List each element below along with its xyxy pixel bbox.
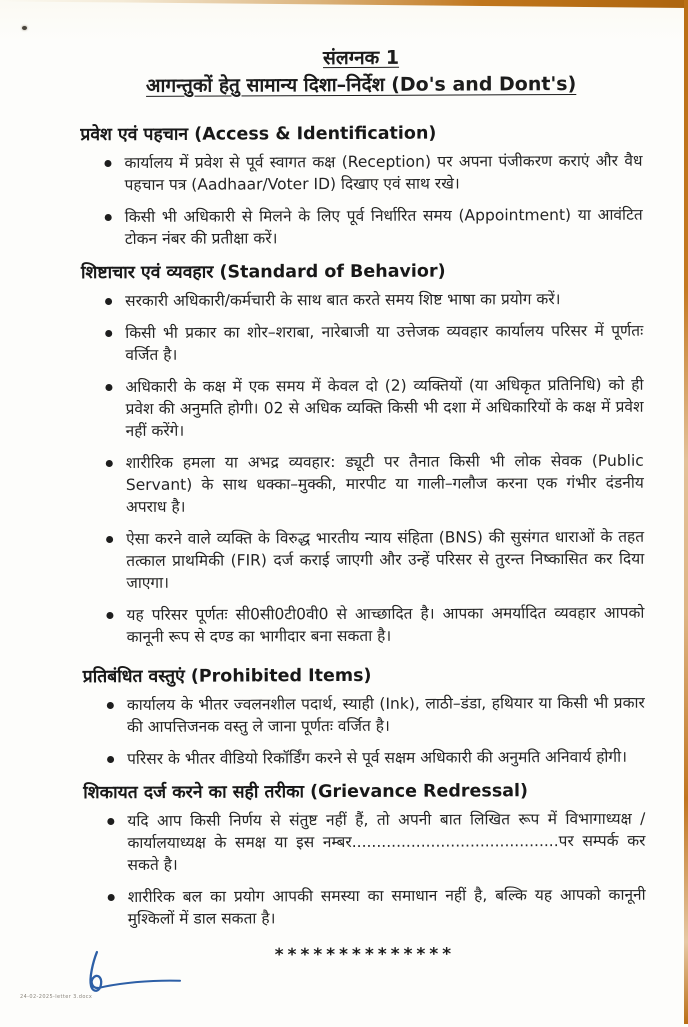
bullet-item: परिसर के भीतर वीडियो रिकॉर्डिंग करने से पूर्व सक्षम अधिकारी की अनुमति अनिवार्य होगी। (107, 746, 645, 770)
bullet-item: कार्यालय में प्रवेश से पूर्व स्वागत कक्ष (Reception) पर अपना पंजीकरण कराएं और वैध पहचान पत्र (Aadhaar/Voter ID) दिखाए एवं साथ रखे। (104, 150, 642, 196)
section-heading: प्रवेश एवं पहचान (Access & Identification) (80, 123, 437, 146)
bullet-list (80, 150, 642, 250)
title-block (80, 43, 642, 100)
bullet-item: किसी भी अधिकारी से मिलने के लिए पूर्व निर्धारित समय (Appointment) या आवंटित टोकन नंबर की प्रतीक्षा करें। (105, 204, 643, 250)
section-access-identification (80, 120, 643, 250)
bullet-item: सरकारी अधिकारी/कर्मचारी के साथ बात करते समय शिष्ट भाषा का प्रयोग करें। (105, 288, 643, 312)
section-heading: शिष्टाचार एवं व्यवहार (Standard of Behavior) (80, 261, 446, 284)
bullet-item: यह परिसर पूर्णतः सी0सी0टी0वी0 से आच्छादित है। आपका अमर्यादित व्यवहार आपको कानूनी रूप से दण्ड का भागीदार बना सकता है। (106, 602, 644, 648)
bullet-list (81, 288, 645, 648)
bullet-item: अधिकारी के कक्ष में एक समय में केवल दो (2) व्यक्तियों (या अधिकृत प्रतिनिधि) को ही प्रवेश की अनुमति होगी। 02 से अधिक व्यक्ति किसी भी दशा में अधिकारियों के कक्ष में प्रवेश नहीं करेंगे। (105, 374, 643, 442)
bullet-item: कार्यालय के भीतर ज्वलनशील पदार्थ, स्याही (Ink), लाठी–डंडा, हथियार या किसी भी प्रकार की आपत्तिजनक वस्तु ले जाना पूर्णतः वर्जित है। (107, 692, 645, 738)
asterisk-separator: ************** (274, 944, 456, 966)
handwritten-signature (80, 948, 210, 1015)
bullet-item: शारीरिक बल का प्रयोग आपकी समस्या का समाधान नहीं है, बल्कि यह आपको कानूनी मुश्किलों में डाल सकता है। (108, 884, 646, 930)
section-prohibited-items (83, 662, 645, 770)
bullet-list (83, 808, 646, 930)
signature-ink-icon (80, 948, 210, 1011)
file-footer-note: 24-02-2025-letter 3.docx (20, 994, 93, 1000)
bullet-item: किसी भी प्रकार का शोर–शराबा, नारेबाजी या उत्तेजक व्यवहार कार्यालय परिसर में पूर्णतः वर्जित है। (105, 320, 643, 366)
bullet-list (83, 692, 645, 770)
bullet-item: यदि आप किसी निर्णय से संतुष्ट नहीं हैं, तो अपनी बात लिखित रूप में विभागाध्यक्ष / कार्यालयाध्यक्ष के समक्ष या इस नम्बर..........................................पर सम्पर्क कर सकते है। (107, 808, 645, 876)
section-standard-of-behavior (81, 258, 645, 648)
attachment-label: संलग्नक 1 (322, 46, 400, 70)
section-heading: शिकायत दर्ज करने का सही तरीका (Grievance Redressal) (83, 781, 529, 804)
footer-area (84, 944, 646, 1026)
section-heading: प्रतिबंधित वस्तुएं (Prohibited Items) (82, 665, 372, 688)
section-grievance-redressal (83, 778, 646, 930)
page-title: आगन्तुकों हेतु सामान्य दिशा–निर्देश (Do's and Dont's) (145, 72, 577, 97)
bullet-item: शारीरिक हमला या अभद्र व्यवहार: ड्यूटी पर तैनात किसी भी लोक सेवक (Public Servant) के साथ धक्का–मुक्की, मारपीट या गाली–गलौज करना एक गंभीर दंडनीय अपराध है। (106, 450, 644, 518)
bullet-item: ऐसा करने वाले व्यक्ति के विरुद्ध भारतीय न्याय संहिता (BNS) की सुसंगत धाराओं के तहत तत्काल प्राथमिकी (FIR) दर्ज कराई जाएगी और उन्हें परिसर से तुरन्त निष्कासित कर दिया जाएगा। (106, 526, 644, 594)
